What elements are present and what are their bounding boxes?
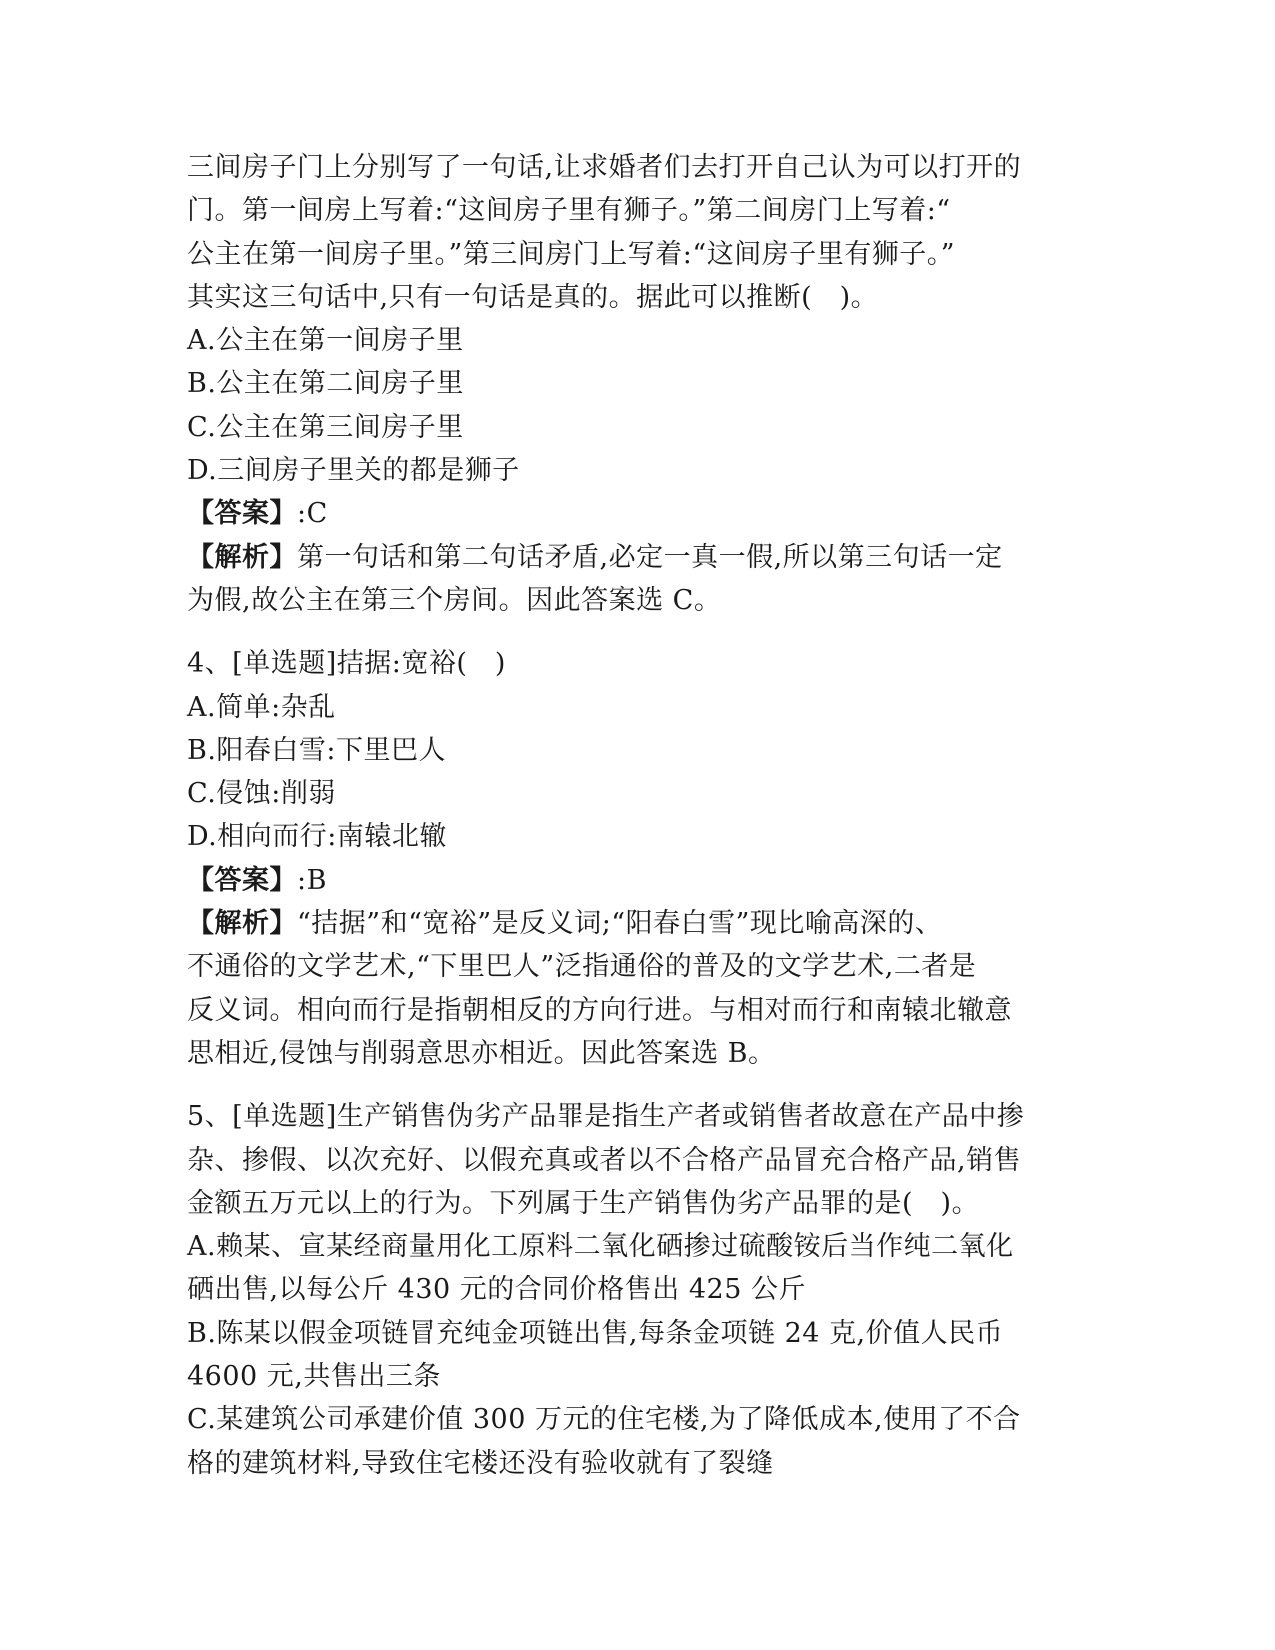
option-b: B.公主在第二间房子里: [187, 368, 464, 400]
option-c: C.某建筑公司承建价值 300 万元的住宅楼,为了降低成本,使用了不合: [187, 1404, 1021, 1436]
analysis-line: 不通俗的文学艺术,“下里巴人”泛指通俗的普及的文学艺术,二者是: [187, 951, 977, 983]
question-divider: [187, 622, 1082, 642]
question-stem-line: 三间房子门上分别写了一句话,让求婚者们去打开自己认为可以打开的: [187, 152, 1022, 183]
question-stem-line: 金额五万元以上的行为。下列属于生产销售伪劣产品罪的是( )。: [187, 1187, 980, 1219]
question-stem-line: 公主在第一间房子里。”第三间房门上写着:“这间房子里有狮子。”: [187, 238, 956, 270]
answer-value: :B: [297, 864, 327, 896]
question-stem-line: 杂、掺假、以次充好、以假充真或者以不合格产品冒充合格产品,销售: [187, 1144, 1022, 1176]
option-d: D.相向而行:南辕北辙: [187, 821, 447, 853]
question-stem-line: 门。第一间房上写着:“这间房子里有狮子。”第二间房门上写着:“: [187, 195, 951, 227]
page-content: [187, 146, 1082, 1485]
question-4: [187, 642, 1082, 1075]
analysis-label: 【解析】: [187, 908, 297, 940]
question-5: [187, 1095, 1082, 1485]
option-a: A.赖某、宣某经商量用化工原料二氧化硒掺过硫酸铵后当作纯二氧化: [187, 1231, 1014, 1263]
option-c: C.公主在第三间房子里: [187, 411, 464, 443]
analysis-line: 为假,故公主在第三个房间。因此答案选 C。: [187, 584, 722, 616]
answer-label: 【答案】: [187, 498, 297, 530]
analysis-line: [187, 536, 1082, 579]
option-d: D.三间房子里关的都是狮子: [187, 455, 520, 487]
answer-line: [187, 859, 1082, 902]
option-a-continued: 硒出售,以每公斤 430 元的合同价格售出 425 公斤: [187, 1274, 806, 1306]
option-b: B.陈某以假金项链冒充纯金项链出售,每条金项链 24 克,价值人民币: [187, 1317, 1004, 1349]
option-c-continued: 格的建筑材料,导致住宅楼还没有验收就有了裂缝: [187, 1447, 774, 1479]
option-a: A.简单:杂乱: [187, 691, 336, 723]
question-divider: [187, 1075, 1082, 1095]
analysis-text: “拮据”和“宽裕”是反义词;“阳春白雪”现比喻高深的、: [297, 908, 943, 940]
analysis-text: 第一句话和第二句话矛盾,必定一真一假,所以第三句话一定: [297, 541, 1003, 573]
question-stem-line: 5、[单选题]生产销售伪劣产品罪是指生产者或销售者故意在产品中掺: [187, 1101, 1025, 1133]
answer-line: [187, 492, 1082, 535]
analysis-label: 【解析】: [187, 541, 297, 573]
answer-value: :C: [297, 498, 328, 530]
option-b-continued: 4600 元,共售出三条: [187, 1361, 441, 1393]
analysis-line: [187, 902, 1082, 945]
question-3: [187, 146, 1082, 622]
question-stem-line: 其实这三句话中,只有一句话是真的。据此可以推断( )。: [187, 281, 879, 313]
question-stem-line: 4、[单选题]拮据:宽裕( ): [187, 648, 506, 680]
option-a: A.公主在第一间房子里: [187, 325, 464, 357]
answer-label: 【答案】: [187, 864, 297, 896]
option-b: B.阳春白雪:下里巴人: [187, 734, 447, 766]
analysis-line: 反义词。相向而行是指朝相反的方向行进。与相对而行和南辕北辙意: [187, 994, 1012, 1026]
analysis-line: 思相近,侵蚀与削弱意思亦相近。因此答案选 B。: [187, 1037, 776, 1069]
option-c: C.侵蚀:削弱: [187, 778, 336, 810]
